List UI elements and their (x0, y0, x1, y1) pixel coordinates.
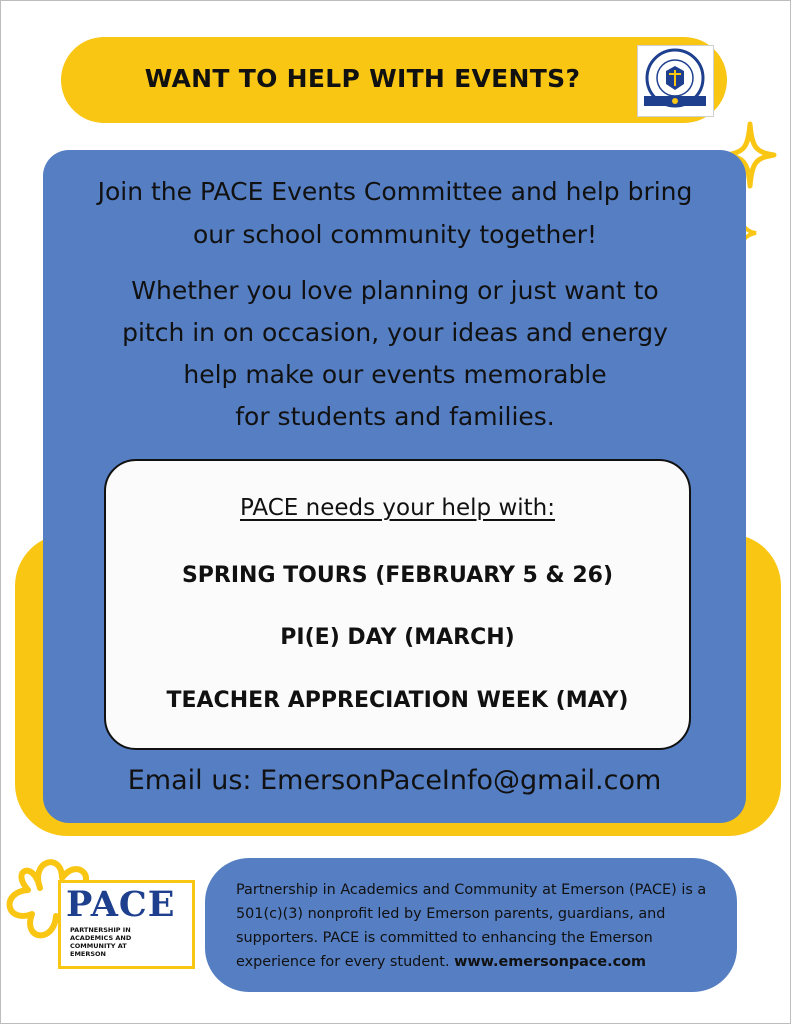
pace-sub-line: COMMUNITY AT (70, 942, 127, 950)
body-text (50, 270, 740, 438)
pace-sub-line: ACADEMICS AND (70, 934, 132, 942)
intro-text (50, 170, 740, 256)
contact-email[interactable]: Email us: EmersonPaceInfo@gmail.com (127, 765, 662, 796)
body-line: Whether you love planning or just want to (131, 276, 659, 305)
body-line: for students and families. (235, 402, 555, 431)
pace-logo-subtitle (70, 926, 180, 958)
body-line: pitch in on occasion, your ideas and energy (122, 318, 668, 347)
pace-sub-line: PARTNERSHIP IN (70, 926, 131, 934)
pace-sub-line: EMERSON (70, 950, 107, 958)
website-link[interactable]: www.emersonpace.com (454, 954, 647, 970)
intro-line: our school community together! (192, 220, 598, 249)
help-heading: PACE needs your help with: (239, 495, 555, 521)
footer-description (236, 878, 728, 974)
school-seal-logo (637, 45, 714, 117)
footer-body: Partnership in Academics and Community at Emerson (PACE) is a 501(c)(3) nonprofit led by Emerson parents, guardians, and supporters. PACE is committed to enhancing the Emerson experience for every student. (236, 882, 707, 970)
page-title: WANT TO HELP WITH EVENTS? (144, 64, 581, 93)
pace-logo-word: PACE (66, 884, 176, 925)
help-item-spring-tours: SPRING TOURS (FEBRUARY 5 & 26) (181, 563, 614, 588)
help-item-teacher-appreciation: TEACHER APPRECIATION WEEK (MAY) (166, 688, 629, 713)
intro-line: Join the PACE Events Committee and help bring (97, 177, 693, 206)
body-line: help make our events memorable (183, 360, 607, 389)
help-item-pie-day: PI(E) DAY (MARCH) (280, 625, 515, 650)
